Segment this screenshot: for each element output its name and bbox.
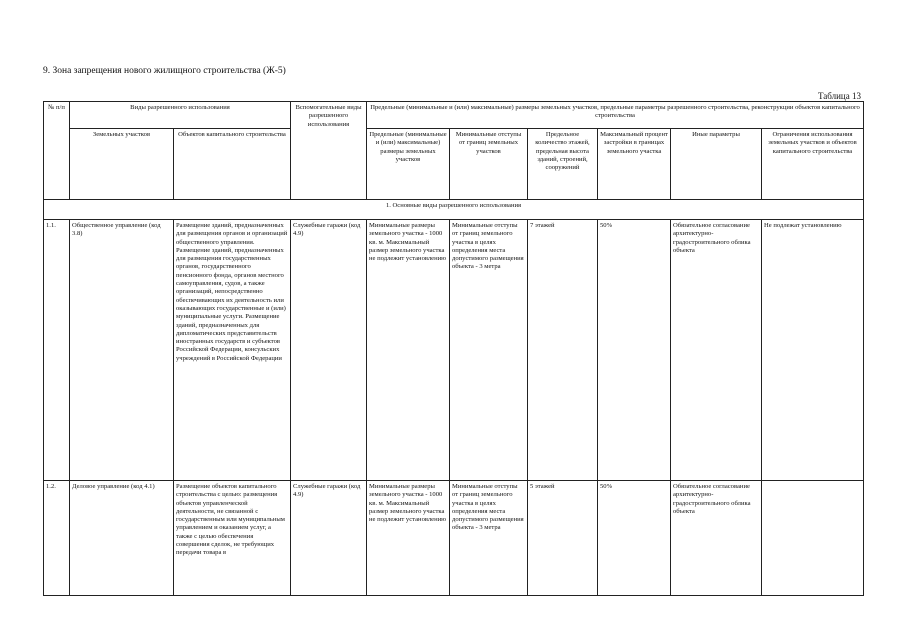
header-max-floors: Предельное количество этажей, предельная высота зданий, строений, сооружений: [528, 129, 598, 200]
header-restrictions: Ограничения использования земельных участков и объектов капитального строительства: [762, 129, 864, 200]
row-restrictions: Не подлежат установлению: [762, 220, 864, 481]
row-coverage: 50%: [598, 220, 671, 481]
row-plot-sizes: Минимальные размеры земельного участка - 1000 кв. м. Максимальный размер земельного участка не подлежит установлению: [367, 220, 450, 481]
row-num: 1.2.: [44, 481, 70, 596]
header-permitted-uses: Виды разрешенного использования: [70, 102, 291, 129]
zoning-table: [43, 101, 864, 596]
row-floors: 7 этажей: [528, 220, 598, 481]
row-coverage: 50%: [598, 481, 671, 596]
table-row: [44, 481, 864, 596]
row-other: Обязательное согласование архитектурно-градостроительного облика объекта: [671, 481, 762, 596]
header-capital-objects: Объектов капитального строительства: [174, 129, 291, 200]
header-auxiliary: Вспомогательные виды разрешенного использования: [291, 102, 367, 200]
row-num: 1.1.: [44, 220, 70, 481]
row-auxiliary: Служебные гаражи (код 4.9): [291, 481, 367, 596]
header-land-plots: Земельных участков: [70, 129, 174, 200]
header-num: № п/п: [44, 102, 70, 200]
row-setbacks: Минимальные отступы от границ земельного участка в целях определения места допустимого размещения объекта - 3 метра: [450, 220, 528, 481]
header-other-params: Иные параметры: [671, 129, 762, 200]
row-other: Обязательное согласование архитектурно-градостроительного облика объекта: [671, 220, 762, 481]
header-row-2: [44, 129, 864, 200]
row-restrictions: [762, 481, 864, 596]
header-plot-sizes: Предельные (минимальные и (или) максимальные) размеры земельных участков: [367, 129, 450, 200]
row-auxiliary: Служебные гаражи (код 4.9): [291, 220, 367, 481]
row-floors: 5 этажей: [528, 481, 598, 596]
table-number: Таблица 13: [818, 91, 861, 101]
section-title: 1. Основные виды разрешенного использования: [44, 200, 864, 220]
header-max-coverage: Максимальный процент застройки в границах земельного участка: [598, 129, 671, 200]
row-objects: Размещение объектов капитального строительства с целью: размещения объектов управленческой деятельности, не связанной с государственным или муниципальным управлением и оказанием услуг, а также с целью обеспечения совершения сделок, не требующих передачи товара в: [174, 481, 291, 596]
row-plot-sizes: Минимальные размеры земельного участка - 1000 кв. м. Максимальный размер земельного участка не подлежит установлению: [367, 481, 450, 596]
row-land-use: Общественное управление (код 3.8): [70, 220, 174, 481]
row-setbacks: Минимальные отступы от границ земельного участка в целях определения места допустимого размещения объекта - 3 метра: [450, 481, 528, 596]
row-land-use: Деловое управление (код 4.1): [70, 481, 174, 596]
section-row: [44, 200, 864, 220]
header-limits: Предельные (минимальные и (или) максимальные) размеры земельных участков, предельные параметры разрешенного строительства, реконструкции объектов капитального строительства: [367, 102, 864, 129]
table-row: [44, 220, 864, 481]
header-row-1: [44, 102, 864, 129]
header-min-setbacks: Минимальные отступы от границ земельных участков: [450, 129, 528, 200]
document-heading: 9. Зона запрещения нового жилищного строительства (Ж-5): [43, 66, 286, 76]
row-objects: Размещение зданий, предназначенных для размещения органов и организаций общественного управления. Размещение зданий, предназначенных для размещения государственных органов, государственного пенсионного фонда, органов местного самоуправления, судов, а также организаций, непосредственно обеспечивающих их деятельность или оказывающих государственные и (или) муниципальные услуги. Размещение зданий, предназначенных для дипломатических представительств иностранных государств и субъектов Российской Федерации, консульских учреждений в Российской Федерации: [174, 220, 291, 481]
